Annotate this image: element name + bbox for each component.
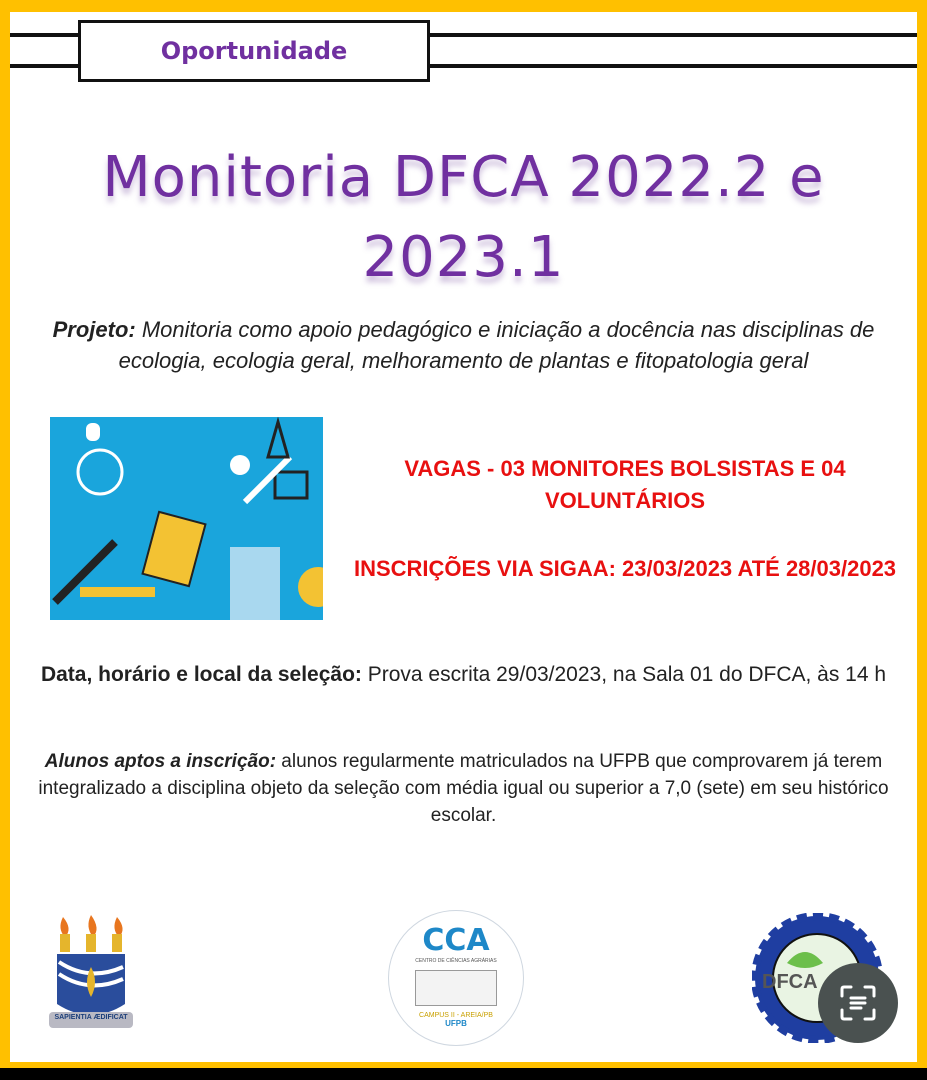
registration-text: INSCRIÇÕES VIA SIGAA: 23/03/2023 ATÉ 28/03/2023 — [353, 556, 897, 581]
cca-campus: CAMPUS II - AREIA/PB — [419, 1012, 493, 1019]
scan-text-button[interactable] — [818, 963, 898, 1043]
building-drawing — [415, 970, 497, 1006]
eligibility-text: alunos regularmente matriculados na UFPB que comprovarem já terem integralizado a disciplina objeto da seleção com média igual ou superior a 7,0 (sete) em seu histórico escolar. — [38, 751, 889, 826]
page-title — [20, 138, 907, 298]
category-tag: Oportunidade — [78, 20, 430, 82]
cca-subtitle: CENTRO DE CIÊNCIAS AGRÁRIAS — [415, 958, 497, 964]
eligibility-label: Alunos aptos a inscrição: — [44, 751, 277, 772]
eligibility-info — [15, 748, 912, 829]
cca-logo — [388, 910, 524, 1046]
ufpb-logo — [45, 912, 137, 1042]
project-text: Monitoria como apoio pedagógico e iniciação a docência nas disciplinas de ecologia, ecologia geral, melhoramento de plantas e fitopatologia geral — [118, 317, 875, 373]
text-scan-icon — [838, 983, 878, 1023]
dfca-text: DFCA — [762, 971, 818, 993]
selection-text: Prova escrita 29/03/2023, na Sala 01 do DFCA, às 14 h — [361, 663, 887, 686]
cca-ufpb: UFPB — [445, 1019, 467, 1028]
project-description — [30, 314, 897, 376]
project-label: Projeto: — [52, 317, 136, 342]
title-line-2: 2023.1 — [362, 225, 565, 290]
education-illustration — [50, 417, 323, 620]
cca-title: CCA — [422, 923, 490, 958]
vacancies-text: VAGAS - 03 MONITORES BOLSISTAS E 04 VOLUNTÁRIOS — [404, 456, 846, 513]
ufpb-motto: SAPIENTIA ÆDIFICAT — [54, 1014, 128, 1021]
selection-label: Data, horário e local da seleção: — [40, 663, 362, 686]
title-line-1: Monitoria DFCA 2022.2 e — [102, 145, 825, 210]
selection-info — [30, 660, 897, 689]
